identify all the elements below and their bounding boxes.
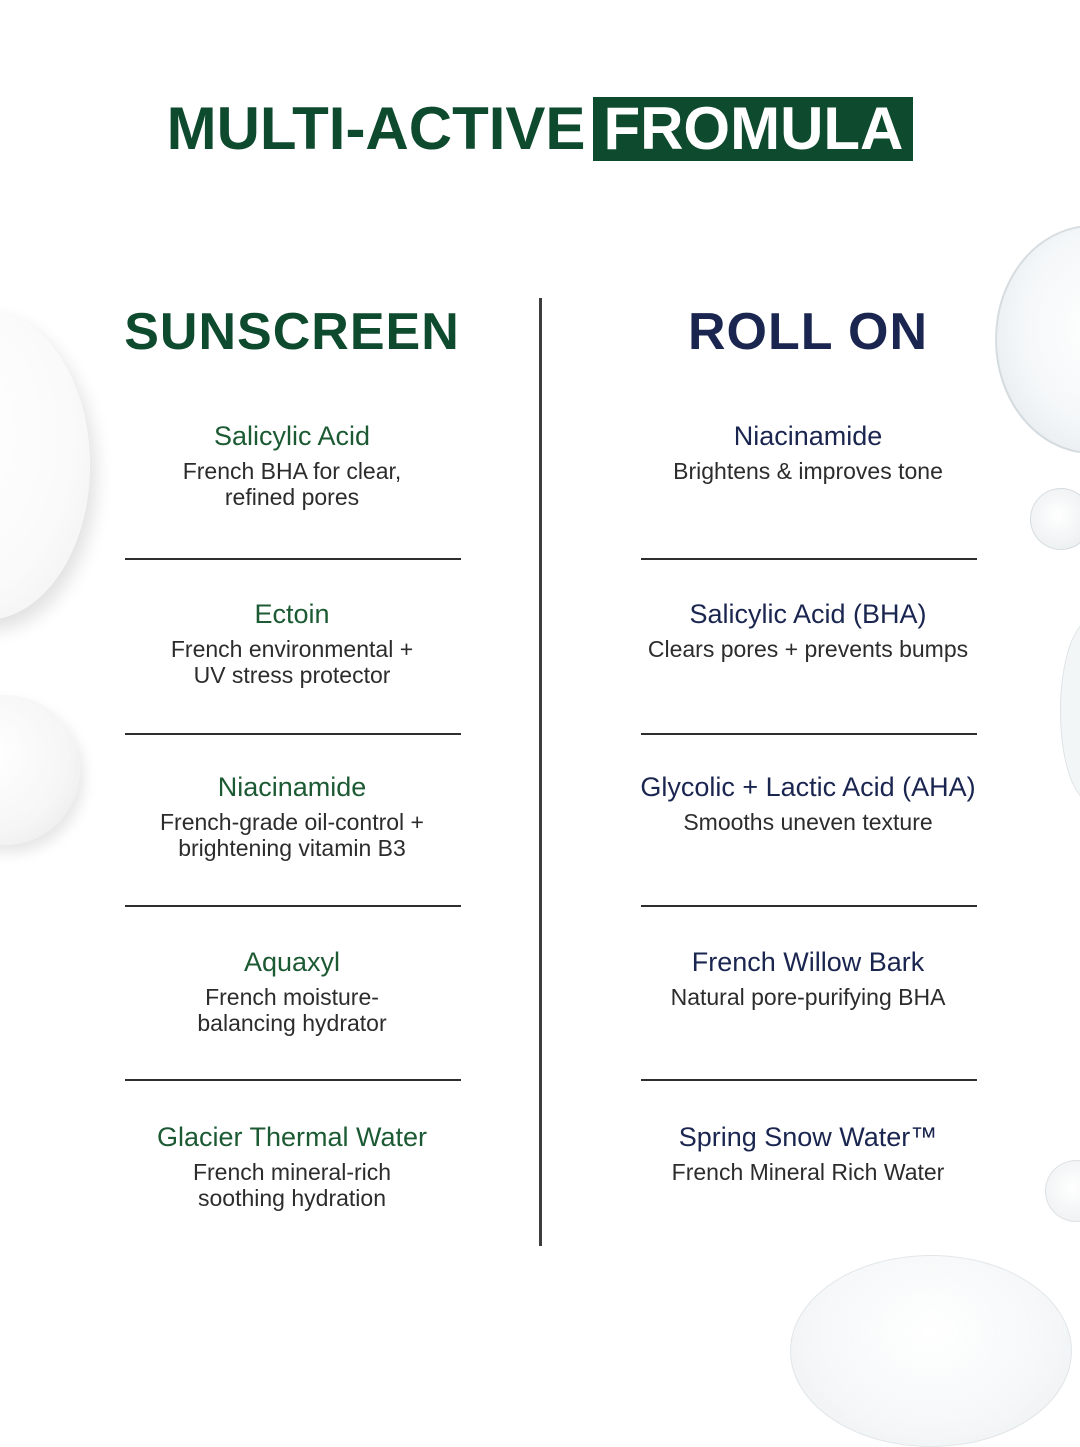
ingredient-name: Aquaxyl <box>243 947 341 977</box>
separator <box>641 1079 977 1081</box>
column-divider <box>539 298 542 1246</box>
title-part-1: MULTI-ACTIVE <box>166 95 586 162</box>
ingredient-name: Salicylic Acid <box>213 421 371 451</box>
ingredient-item <box>578 946 1038 1010</box>
ingredient-name: Niacinamide <box>217 772 367 802</box>
separator <box>641 905 977 907</box>
ingredient-name: Spring Snow Water™ <box>678 1122 938 1152</box>
separator <box>125 905 461 907</box>
ingredient-name: Salicylic Acid (BHA) <box>689 599 927 629</box>
sunscreen-heading: SUNSCREEN <box>124 303 460 361</box>
ingredient-item <box>578 598 1038 662</box>
ingredient-name: Glacier Thermal Water <box>156 1122 428 1152</box>
roll-on-heading: ROLL ON <box>687 303 929 361</box>
ingredient-item <box>62 420 522 510</box>
water-droplet-decoration <box>1060 620 1080 802</box>
separator <box>125 733 461 735</box>
water-droplet-decoration <box>1045 1160 1080 1222</box>
ingredient-description: Clears pores + prevents bumps <box>647 636 969 662</box>
page-title <box>0 94 1080 163</box>
water-droplet-decoration <box>790 1255 1072 1447</box>
roll-on-column <box>578 300 1038 1185</box>
ingredient-name: French Willow Bark <box>691 947 925 977</box>
water-droplet-decoration <box>1030 488 1080 550</box>
ingredient-item <box>578 771 1038 835</box>
ingredient-item <box>578 420 1038 484</box>
ingredient-description: Smooths uneven texture <box>683 809 933 835</box>
ingredient-item <box>62 598 522 688</box>
sunscreen-column <box>62 300 522 1211</box>
ingredient-item <box>62 771 522 861</box>
ingredient-description: Brightens & improves tone <box>673 458 943 484</box>
ingredient-item <box>62 1121 522 1211</box>
separator <box>641 733 977 735</box>
ingredient-item <box>62 946 522 1036</box>
ingredient-name: Glycolic + Lactic Acid (AHA) <box>640 772 976 802</box>
ingredient-description: French Mineral Rich Water <box>671 1159 945 1185</box>
ingredient-description: French environmental + UV stress protector <box>170 636 414 688</box>
ingredient-name: Ectoin <box>254 599 330 629</box>
ingredient-description: French-grade oil-control + brightening vitamin B3 <box>160 809 424 861</box>
ingredient-name: Niacinamide <box>733 421 883 451</box>
ingredient-item <box>578 1121 1038 1185</box>
ingredient-description: Natural pore-purifying BHA <box>670 984 946 1010</box>
separator <box>641 558 977 560</box>
ingredient-description: French BHA for clear, refined pores <box>182 458 402 510</box>
separator <box>125 558 461 560</box>
separator <box>125 1079 461 1081</box>
title-part-2-highlight: FROMULA <box>593 97 913 161</box>
ingredient-description: French moisture- balancing hydrator <box>197 984 387 1036</box>
ingredient-description: French mineral-rich soothing hydration <box>192 1159 392 1211</box>
